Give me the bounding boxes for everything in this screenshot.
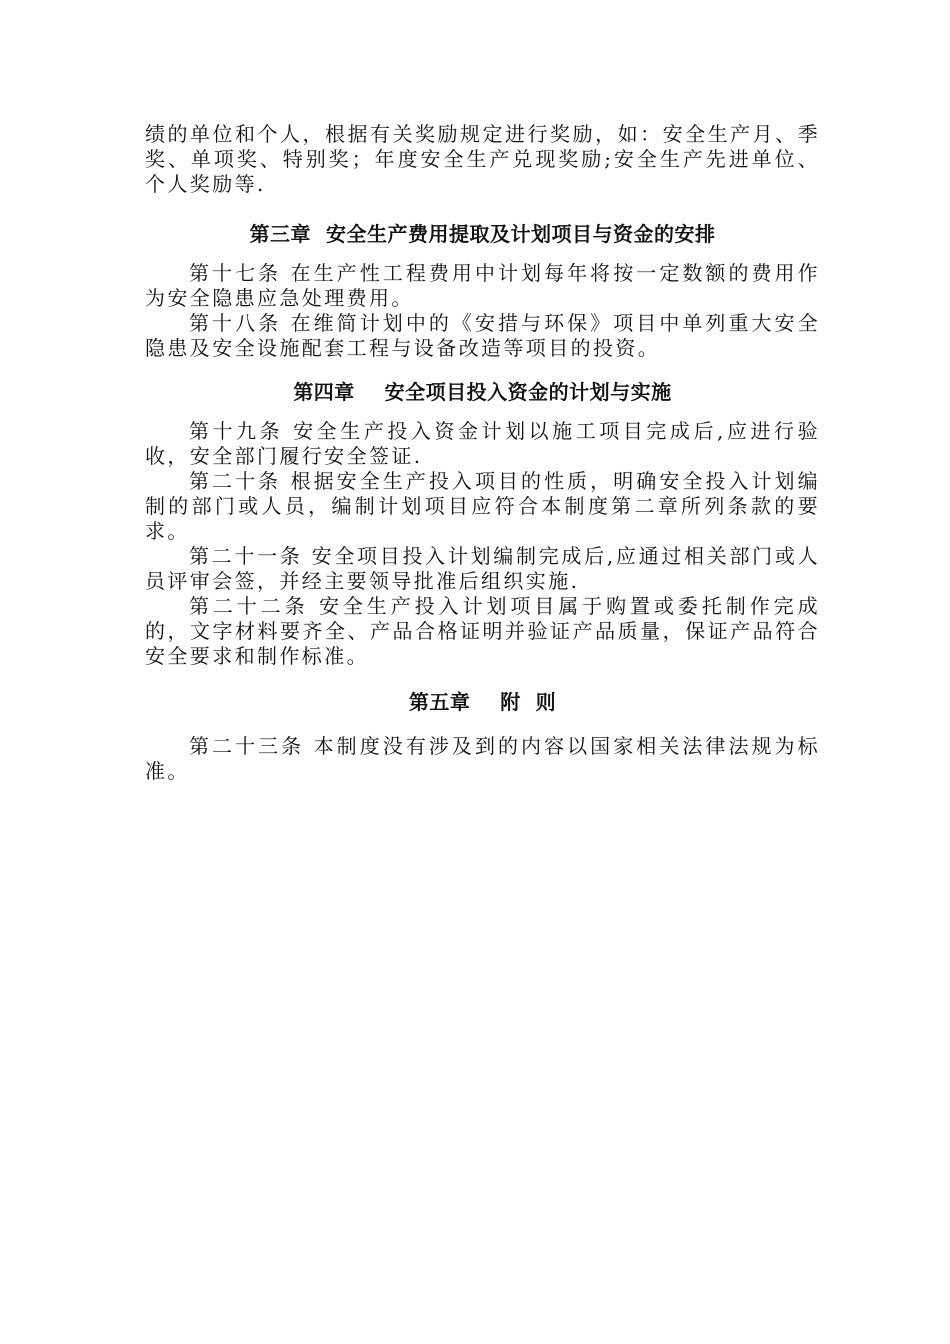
paragraph-reward-continuation: 绩的单位和个人，根据有关奖励规定进行奖励，如：安全生产月、季奖、单项奖、特别奖；年度安全生产兑现奖励;安全生产先进单位、个人奖励等. [145, 122, 820, 196]
spacer [145, 669, 820, 690]
spacer [145, 405, 820, 419]
article-18: 第十八条 在维简计划中的《安措与环保》项目中单列重大安全隐患及安全设施配套工程与设备改造等项目的投资。 [145, 311, 820, 360]
article-23: 第二十三条 本制度没有涉及到的内容以国家相关法律法规为标准。 [145, 734, 820, 783]
spacer [145, 197, 820, 222]
chapter-5-heading: 第五章 附 则 [408, 690, 557, 714]
spacer [145, 715, 820, 734]
article-22: 第二十二条 安全生产投入计划项目属于购置或委托制作完成的，文字材料要齐全、产品合格证明并验证产品质量，保证产品符合安全要求和制作标准。 [145, 594, 820, 668]
chapter-4-heading: 第四章 安全项目投入资金的计划与实施 [293, 380, 672, 404]
article-17: 第十七条 在生产性工程费用中计划每年将按一定数额的费用作为安全隐患应急处理费用。 [145, 261, 820, 310]
article-20: 第二十条 根据安全生产投入项目的性质，明确安全投入计划编制的部门或人员，编制计划项目应符合本制度第二章所列条款的要求。 [145, 469, 820, 543]
chapter-3-heading: 第三章 安全生产费用提取及计划项目与资金的安排 [249, 222, 716, 246]
spacer [145, 247, 820, 261]
article-21: 第二十一条 安全项目投入计划编制完成后,应通过相关部门或人员评审会签，并经主要领导批准后组织实施. [145, 544, 820, 593]
article-19: 第十九条 安全生产投入资金计划以施工项目完成后,应进行验收，安全部门履行安全签证. [145, 419, 820, 468]
spacer [145, 361, 820, 380]
document-page [145, 122, 820, 784]
